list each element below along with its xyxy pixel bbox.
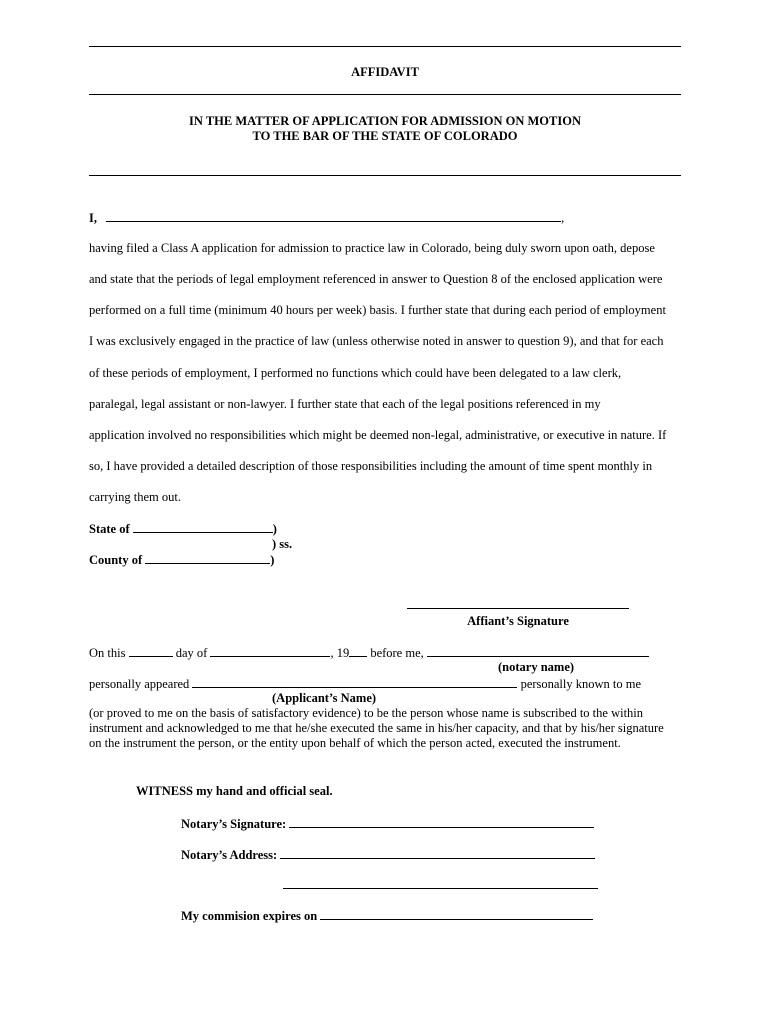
month-field[interactable] xyxy=(210,645,330,657)
heading-line-2: TO THE BAR OF THE STATE OF COLORADO xyxy=(252,129,518,143)
body-line: so, I have provided a detailed description of those responsibilities including the amount of time spent monthly in xyxy=(89,459,653,473)
affiant-name-line xyxy=(89,210,689,226)
state-field[interactable] xyxy=(133,521,273,533)
body-line: I was exclusively engaged in the practice of law (unless otherwise noted in answer to question 9), and that for each xyxy=(89,334,664,348)
notary-name-field[interactable] xyxy=(427,645,649,657)
notary-signature-row xyxy=(181,816,594,832)
ss-mark: ) ss. xyxy=(272,537,293,551)
notary-address-label: Notary’s Address: xyxy=(181,848,278,862)
body-line: and state that the periods of legal employment referenced in answer to Question 8 of the enclosed application were xyxy=(89,272,663,286)
personally-appeared-label: personally appeared xyxy=(89,677,190,691)
county-of-label: County of xyxy=(89,553,143,567)
notary-signature-field[interactable] xyxy=(289,816,594,828)
before-me-label: before me, xyxy=(370,646,424,660)
on-this-label: On this xyxy=(89,646,126,660)
proof-paragraph: (or proved to me on the basis of satisfactory evidence) to be the person whose name is subscribed to the within instrument and acknowledged to me that he/she executed the same in his/her capacity, and that by his/her signature on the instrument the person, or the entity upon behalf of which the person acted, executed the instrument. xyxy=(89,706,664,750)
applicant-name-field[interactable] xyxy=(192,676,517,688)
year-field[interactable] xyxy=(349,645,367,657)
notary-address-field[interactable] xyxy=(280,847,595,859)
applicant-name-label: (Applicant’s Name) xyxy=(272,691,377,705)
commission-row xyxy=(181,908,593,924)
personally-known-label: personally known to me xyxy=(520,677,642,691)
state-close: ) xyxy=(272,522,277,536)
day-field[interactable] xyxy=(129,645,173,657)
notary-signature-label: Notary’s Signature: xyxy=(181,817,287,831)
notary-date-line xyxy=(89,645,689,661)
document-title: AFFIDAVIT xyxy=(351,65,419,79)
affiant-signature-line[interactable] xyxy=(407,608,629,609)
body-line: having filed a Class A application for admission to practice law in Colorado, being duly sworn upon oath, depose xyxy=(89,241,655,255)
body-line: of these periods of employment, I performed no functions which could have been delegated to a law clerk, xyxy=(89,366,622,380)
day-of-label: day of xyxy=(175,646,208,660)
commission-date-field[interactable] xyxy=(320,908,593,920)
county-of-line xyxy=(89,552,689,568)
body-line: performed on a full time (minimum 40 hours per week) basis. I further state that during each period of employment xyxy=(89,303,666,317)
body-line: application involved no responsibilities which might be deemed non-legal, administrative, or executive in nature. If xyxy=(89,428,667,442)
county-close: ) xyxy=(270,553,275,567)
witness-statement: WITNESS my hand and official seal. xyxy=(136,784,333,798)
body-line: carrying them out. xyxy=(89,490,181,504)
commission-label: My commision expires on xyxy=(181,909,318,923)
affiant-signature-label: Affiant’s Signature xyxy=(467,614,569,628)
heading-line-1: IN THE MATTER OF APPLICATION FOR ADMISSION ON MOTION xyxy=(189,114,581,128)
title-rule xyxy=(89,94,681,95)
notary-name-label: (notary name) xyxy=(498,660,575,674)
top-rule xyxy=(89,46,681,47)
affiant-prefix: I, xyxy=(89,211,97,225)
notary-address-row xyxy=(181,847,595,863)
year-prefix: , 19 xyxy=(330,646,350,660)
body-line: paralegal, legal assistant or non-lawyer. I further state that each of the legal positions referenced in my xyxy=(89,397,601,411)
appeared-line xyxy=(89,676,689,692)
affiant-name-field[interactable] xyxy=(106,210,561,222)
state-of-label: State of xyxy=(89,522,130,536)
affiant-suffix: , xyxy=(561,211,565,225)
state-of-line xyxy=(89,521,689,537)
notary-address-field-line-2[interactable] xyxy=(283,888,598,889)
heading-rule xyxy=(89,175,681,176)
county-field[interactable] xyxy=(145,552,270,564)
